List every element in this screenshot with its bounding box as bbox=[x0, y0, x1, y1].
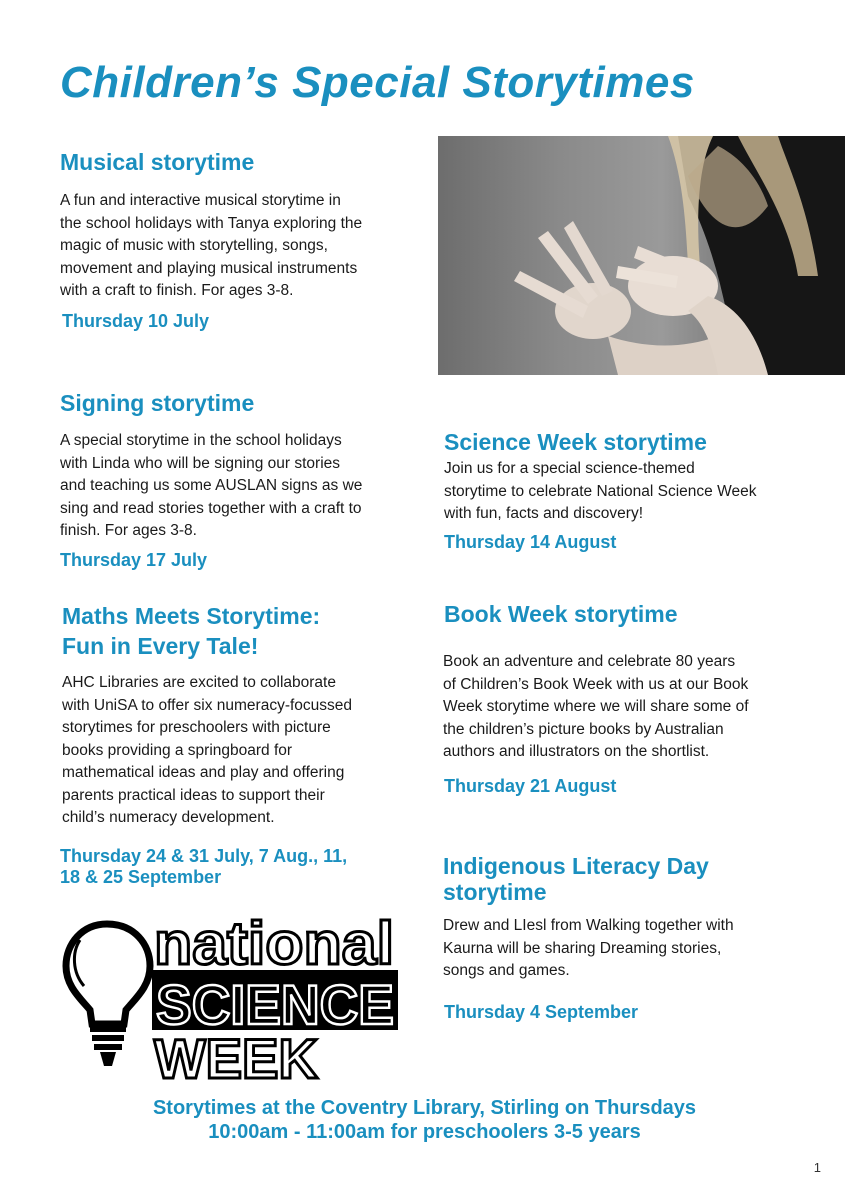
signing-heading: Signing storytime bbox=[60, 390, 255, 416]
maths-description bbox=[62, 672, 432, 830]
heading-line: Fun in Every Tale! bbox=[62, 633, 259, 659]
text-line: with Linda who will be signing our stories bbox=[60, 454, 341, 472]
text-line: AHC Libraries are excited to collaborate bbox=[62, 674, 336, 691]
musical-heading: Musical storytime bbox=[60, 149, 255, 175]
indigenous-date: Thursday 4 September bbox=[444, 1002, 639, 1022]
text-line: of Children’s Book Week with us at our Book bbox=[443, 675, 749, 693]
text-line: with a craft to finish. For ages 3-8. bbox=[60, 282, 294, 299]
bookweek-heading: Book Week storytime bbox=[444, 601, 678, 627]
logo-word-week: WEEK bbox=[154, 1027, 318, 1082]
signing-date: Thursday 17 July bbox=[60, 550, 208, 570]
text-line: Drew and LIesl from Walking together with bbox=[443, 917, 734, 934]
text-line: with UniSA to offer six numeracy-focussed bbox=[62, 696, 353, 714]
text-line: songs and games. bbox=[443, 962, 570, 979]
text-line: parents practical ideas to support their bbox=[62, 786, 325, 804]
text-line: Book an adventure and celebrate 80 years bbox=[443, 653, 736, 670]
bookweek-description bbox=[443, 651, 823, 764]
text-line: Join us for a special science-themed bbox=[444, 460, 695, 477]
page-number: 1 bbox=[813, 1160, 821, 1175]
footer-line-1: Storytimes at the Coventry Library, Stirling on Thursdays bbox=[152, 1097, 697, 1119]
text-line: the children’s picture books by Australian bbox=[443, 720, 724, 738]
logo-graphic bbox=[62, 906, 398, 1082]
date-line: Thursday 24 & 31 July, 7 Aug., 11, bbox=[60, 846, 348, 866]
bookweek-date: Thursday 21 August bbox=[444, 776, 617, 796]
text-line: authors and illustrators on the shortlist. bbox=[443, 743, 710, 760]
page-title: Children’s Special Storytimes bbox=[60, 58, 695, 107]
lightbulb-icon bbox=[66, 924, 150, 1024]
text-line: Kaurna will be sharing Dreaming stories, bbox=[443, 939, 722, 957]
text-line: mathematical ideas and play and offering bbox=[62, 764, 345, 781]
date-line: 18 & 25 September bbox=[60, 867, 222, 887]
text-line: with fun, facts and discovery! bbox=[444, 505, 644, 522]
text-line: child’s numeracy development. bbox=[62, 809, 275, 826]
logo-word-national: national bbox=[154, 910, 394, 977]
text-line: A fun and interactive musical storytime in bbox=[60, 192, 341, 209]
indigenous-description bbox=[443, 915, 823, 983]
science-description bbox=[444, 458, 824, 526]
text-line: finish. For ages 3-8. bbox=[60, 522, 197, 539]
heading-line: Indigenous Literacy Day bbox=[443, 853, 709, 879]
maths-heading bbox=[62, 601, 320, 661]
national-science-week-logo bbox=[62, 906, 398, 1082]
text-line: movement and playing musical instruments bbox=[60, 259, 358, 277]
text-line: A special storytime in the school holidays bbox=[60, 432, 342, 449]
text-line: Week storytime where we will share some of bbox=[443, 698, 749, 715]
text-line: storytime to celebrate National Science Week bbox=[444, 482, 757, 500]
maths-date bbox=[60, 846, 347, 888]
musical-date: Thursday 10 July bbox=[62, 311, 210, 331]
text-line: and teaching us some AUSLAN signs as we bbox=[60, 477, 363, 494]
text-line: the school holidays with Tanya exploring the bbox=[60, 214, 363, 232]
text-line: sing and read stories together with a craft to bbox=[60, 499, 362, 517]
heading-line: Maths Meets Storytime: bbox=[62, 603, 321, 629]
text-line: storytimes for preschoolers with picture bbox=[62, 719, 331, 736]
musical-description bbox=[60, 190, 430, 303]
hands-illustration bbox=[438, 136, 845, 375]
science-date: Thursday 14 August bbox=[444, 532, 617, 552]
text-line: books providing a springboard for bbox=[62, 741, 293, 759]
heading-line: storytime bbox=[443, 879, 547, 905]
text-line: magic of music with storytelling, songs, bbox=[60, 237, 328, 254]
science-heading: Science Week storytime bbox=[444, 429, 707, 455]
footer-line-2: 10:00am - 11:00am for preschoolers 3-5 years bbox=[208, 1121, 641, 1143]
indigenous-heading bbox=[443, 853, 709, 905]
signing-description bbox=[60, 430, 430, 543]
logo-word-science: SCIENCE bbox=[156, 973, 394, 1036]
signing-hands-photo bbox=[438, 136, 845, 375]
